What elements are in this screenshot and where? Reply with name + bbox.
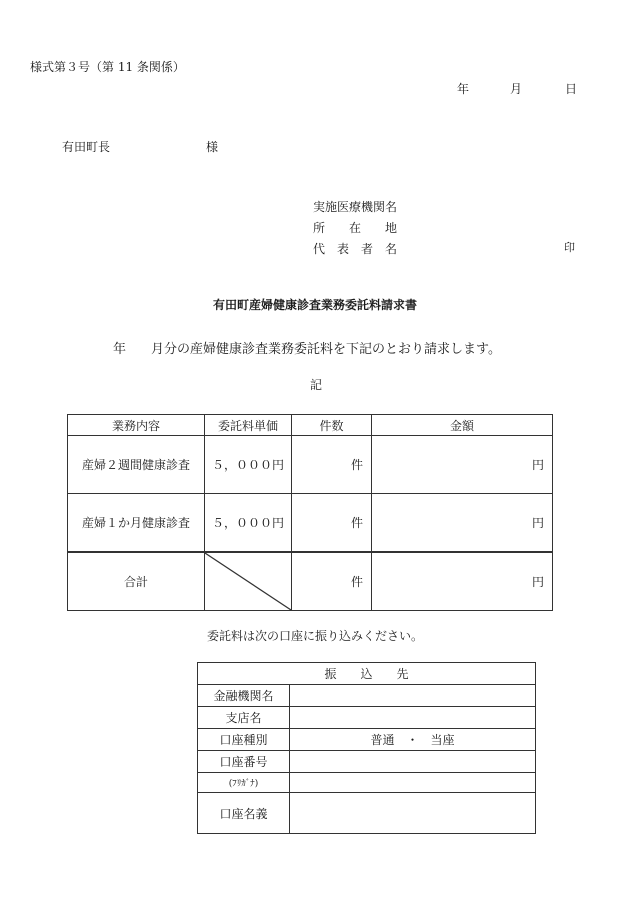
date-year-label: 年 xyxy=(457,82,470,96)
addressee-honorific: 様 xyxy=(206,140,219,154)
header-count: 件数 xyxy=(292,415,372,436)
row-unit-price: ５，０００円 xyxy=(205,436,292,494)
row-amount: 円 xyxy=(372,436,553,494)
bank-row xyxy=(198,685,536,707)
bank-row xyxy=(198,729,536,751)
institution-address-label: 所 在 地 xyxy=(313,221,398,235)
furigana-label: (ﾌﾘｶﾞﾅ) xyxy=(198,773,290,793)
table-row xyxy=(68,494,553,553)
row-unit-price: ５，０００円 xyxy=(205,494,292,553)
branch-field[interactable] xyxy=(290,707,536,729)
bank-table xyxy=(197,662,536,834)
addressee-name: 有田町長 xyxy=(62,140,111,154)
total-unit-price-blank xyxy=(205,552,292,611)
bank-row xyxy=(198,707,536,729)
institution-name-label: 実施医療機関名 xyxy=(313,200,398,214)
total-amount: 円 xyxy=(372,552,553,611)
row-amount: 円 xyxy=(372,494,553,553)
header-unit-price: 委託料単価 xyxy=(205,415,292,436)
row-count: 件 xyxy=(292,436,372,494)
institution-rep-label: 代 表 者 名 xyxy=(313,242,398,256)
row-count: 件 xyxy=(292,494,372,553)
date-day-label: 日 xyxy=(565,82,578,96)
bank-row xyxy=(198,751,536,773)
bank-header: 振 込 先 xyxy=(198,663,536,685)
statement-year: 年 xyxy=(113,342,127,357)
header-service: 業務内容 xyxy=(68,415,205,436)
bank-row xyxy=(198,773,536,793)
row-service: 産婦１か月健康診査 xyxy=(68,494,205,553)
document-title: 有田町産婦健康診査業務委託料請求書 xyxy=(212,298,417,312)
transfer-note: 委託料は次の口座に振り込みください。 xyxy=(206,629,423,643)
bank-name-field[interactable] xyxy=(290,685,536,707)
bank-name-label: 金融機関名 xyxy=(198,685,290,707)
total-count: 件 xyxy=(292,552,372,611)
account-type-label: 口座種別 xyxy=(198,729,290,751)
account-holder-label: 口座名義 xyxy=(198,793,290,834)
ki-label: 記 xyxy=(310,378,323,392)
diagonal-line xyxy=(205,553,291,610)
form-number: 様式第３号（第 11 条関係） xyxy=(30,60,185,74)
fee-table xyxy=(67,414,553,611)
total-label: 合計 xyxy=(68,552,205,611)
statement-text: 月分の産婦健康診査業務委託料を下記のとおり請求します。 xyxy=(151,342,501,357)
row-service: 産婦２週間健康診査 xyxy=(68,436,205,494)
account-number-field[interactable] xyxy=(290,751,536,773)
furigana-field[interactable] xyxy=(290,773,536,793)
branch-label: 支店名 xyxy=(198,707,290,729)
account-number-label: 口座番号 xyxy=(198,751,290,773)
account-holder-field[interactable] xyxy=(290,793,536,834)
total-row xyxy=(68,552,553,611)
date-month-label: 月 xyxy=(510,82,523,96)
table-row xyxy=(68,436,553,494)
seal-mark: 印 xyxy=(564,241,575,254)
bank-header-row xyxy=(198,663,536,685)
fee-table-header xyxy=(68,415,553,436)
account-type-value[interactable]: 普通 ・ 当座 xyxy=(290,729,536,751)
header-amount: 金額 xyxy=(372,415,553,436)
bank-row xyxy=(198,793,536,834)
